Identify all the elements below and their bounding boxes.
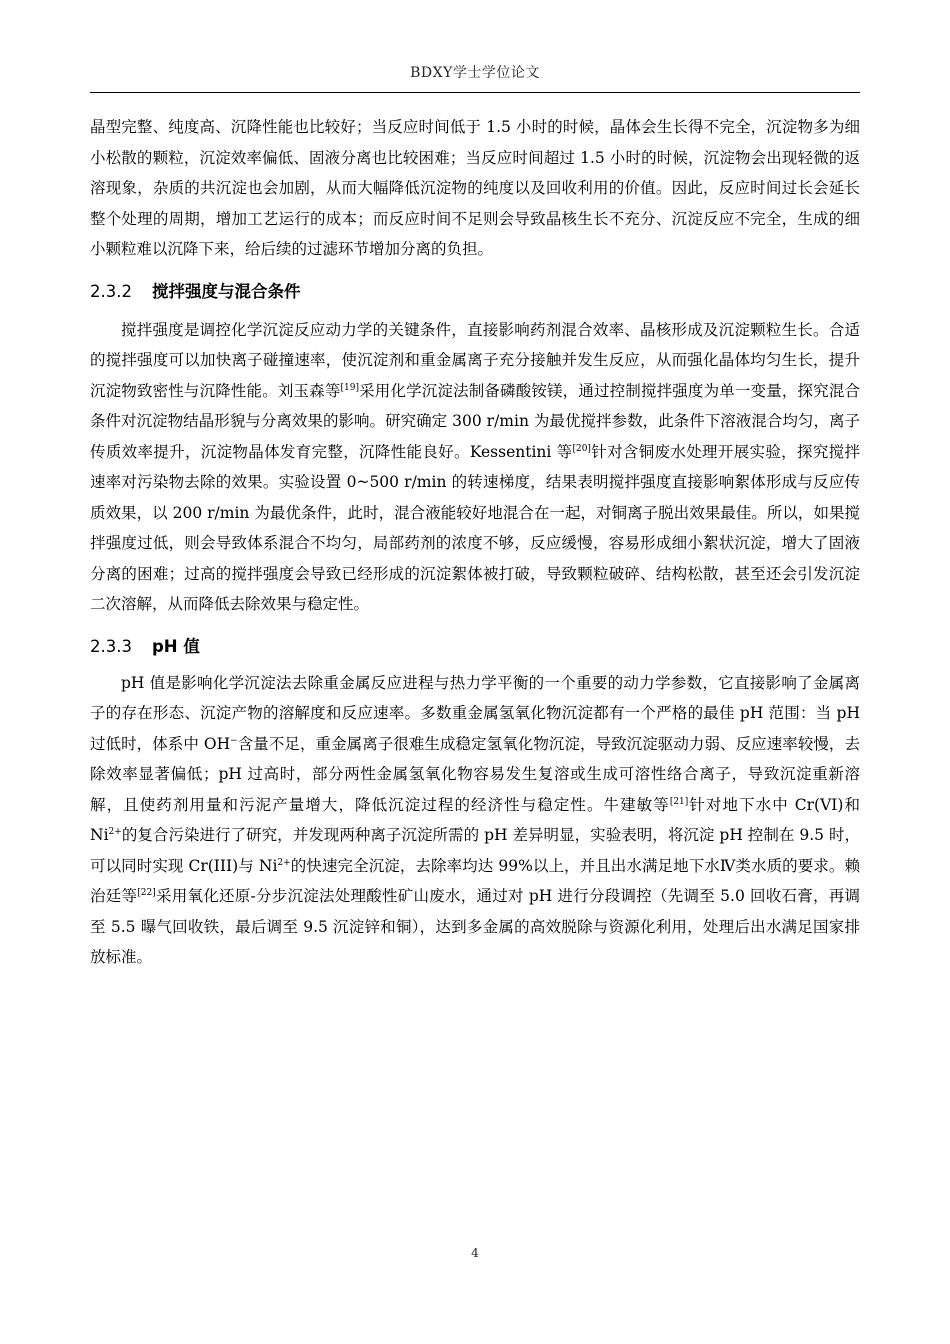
superscript-minus: − (230, 735, 238, 746)
header-rule (90, 92, 860, 93)
section-number: 2.3.3 (90, 636, 132, 656)
text-run: 的快速完全沉淀，去除率均达 99%以上，并且出水满足地下水Ⅳ类水质的要求。赖治廷等 (90, 856, 860, 905)
section-number: 2.3.2 (90, 281, 132, 301)
superscript-charge: 2+ (108, 827, 122, 837)
text-run: 的复合污染进行了研究，并发现两种离子沉淀所需的 pH 差异明显，实验表明，将沉淀 pH 控制在 9.5 时，可以同时实现 Cr(III)与 Ni (90, 826, 860, 875)
text-run: 搅拌强度是调控化学沉淀反应动力学的关键条件，直接影响药剂混合效率、晶核形成及沉淀颗粒生长。合适的搅拌强度可以加快离子碰撞速率，使沉淀剂和重金属离子充分接触并发生反应，从而强化晶体均匀生长，提升沉淀物致密性与沉降性能。刘玉森等 (90, 320, 860, 400)
citation-19: [19] (340, 382, 359, 393)
text-run: 针对地下水中 Cr(VI)和 Ni (90, 795, 860, 844)
text-run: 针对含铜废水处理开展实验，探究搅拌速率对污染物去除的效果。实验设置 0~500 r/min 的转速梯度，结果表明搅拌强度直接影响絮体形成与反应传质效果，以 200 r/min 为最优条件，此时，混合液能较好地混合在一起，对铜离子脱出效果最佳。所以，如果搅拌强度过低，则会导致体系混合不均匀，局部药剂的浓度不够，反应缓慢，容易形成细小絮状沉淀，增大了固液分离的困难；过高的搅拌强度会导致已经形成的沉淀絮体被打破，导致颗粒破碎、结构松散，甚至还会引发沉淀二次溶解，从而降低去除效果与稳定性。 (90, 442, 860, 613)
page-body (90, 112, 860, 973)
paragraph-stirring (90, 315, 860, 620)
citation-22: [22] (137, 888, 156, 898)
citation-20: [20] (572, 443, 591, 454)
superscript-charge: 2+ (277, 857, 291, 868)
section-title: 搅拌强度与混合条件 (152, 281, 301, 301)
paragraph-continued: 晶型完整、纯度高、沉降性能也比较好；当反应时间低于 1.5 小时的时候，晶体会生长得不完全，沉淀物多为细小松散的颗粒，沉淀效率偏低、固液分离也比较困难；当反应时间超过 1.5 小时的时候，沉淀物会出现轻微的返溶现象，杂质的共沉淀也会加剧，从而大幅降低沉淀物的纯度以及回收利用的价值。因此，反应时间过长会延长整个处理的周期，增加工艺运行的成本；而反应时间不足则会导致晶核生长不充分、沉淀反应不完全，生成的细小颗粒难以沉降下来，给后续的过滤环节增加分离的负担。 (90, 118, 860, 258)
section-heading-2-3-3 (90, 630, 860, 664)
running-header: BDXY学士学位论文 (410, 65, 540, 81)
text-run: 含量不足，重金属离子很难生成稳定氢氧化物沉淀，导致沉淀驱动力弱、反应速率较慢，去除效率显著偏低；pH 过高时，部分两性金属氢氧化物容易发生复溶或生成可溶性络合离子，导致沉淀重新溶解，且使药剂用量和污泥产量增大，降低沉淀过程的经济性与稳定性。牛建敏等 (90, 734, 860, 814)
text-run: pH 值是影响化学沉淀法去除重金属反应进程与热力学平衡的一个重要的动力学参数，它直接影响了金属离子的存在形态、沉淀产物的溶解度和反应速率。多数重金属氢氧化物沉淀都有一个严格的最佳 pH 范围：当 pH 过低时，体系中 OH (90, 673, 860, 753)
text-run: 采用化学沉淀法制备磷酸铵镁，通过控制搅拌强度为单一变量，探究混合条件对沉淀物结晶形貌与分离效果的影响。研究确定 300 r/min 为最优搅拌参数，此条件下溶液混合均匀，离子传质效率提升，沉淀物晶体发育完整，沉降性能良好。Kessentini 等 (90, 381, 860, 461)
section-heading-2-3-2 (90, 275, 860, 309)
citation-21: [21] (669, 796, 689, 807)
text-run: 采用氧化还原-分步沉淀法处理酸性矿山废水，通过对 pH 进行分段调控（先调至 5.0 回收石膏，再调至 5.5 曝气回收铁，最后调至 9.5 沉淀锌和铜），达到多金属的高效脱除与资源化利用，处理后出水满足国家排放标准。 (90, 887, 860, 966)
section-title: pH 值 (152, 636, 200, 656)
page-number: 4 (471, 1246, 479, 1260)
paragraph-ph (90, 668, 860, 973)
